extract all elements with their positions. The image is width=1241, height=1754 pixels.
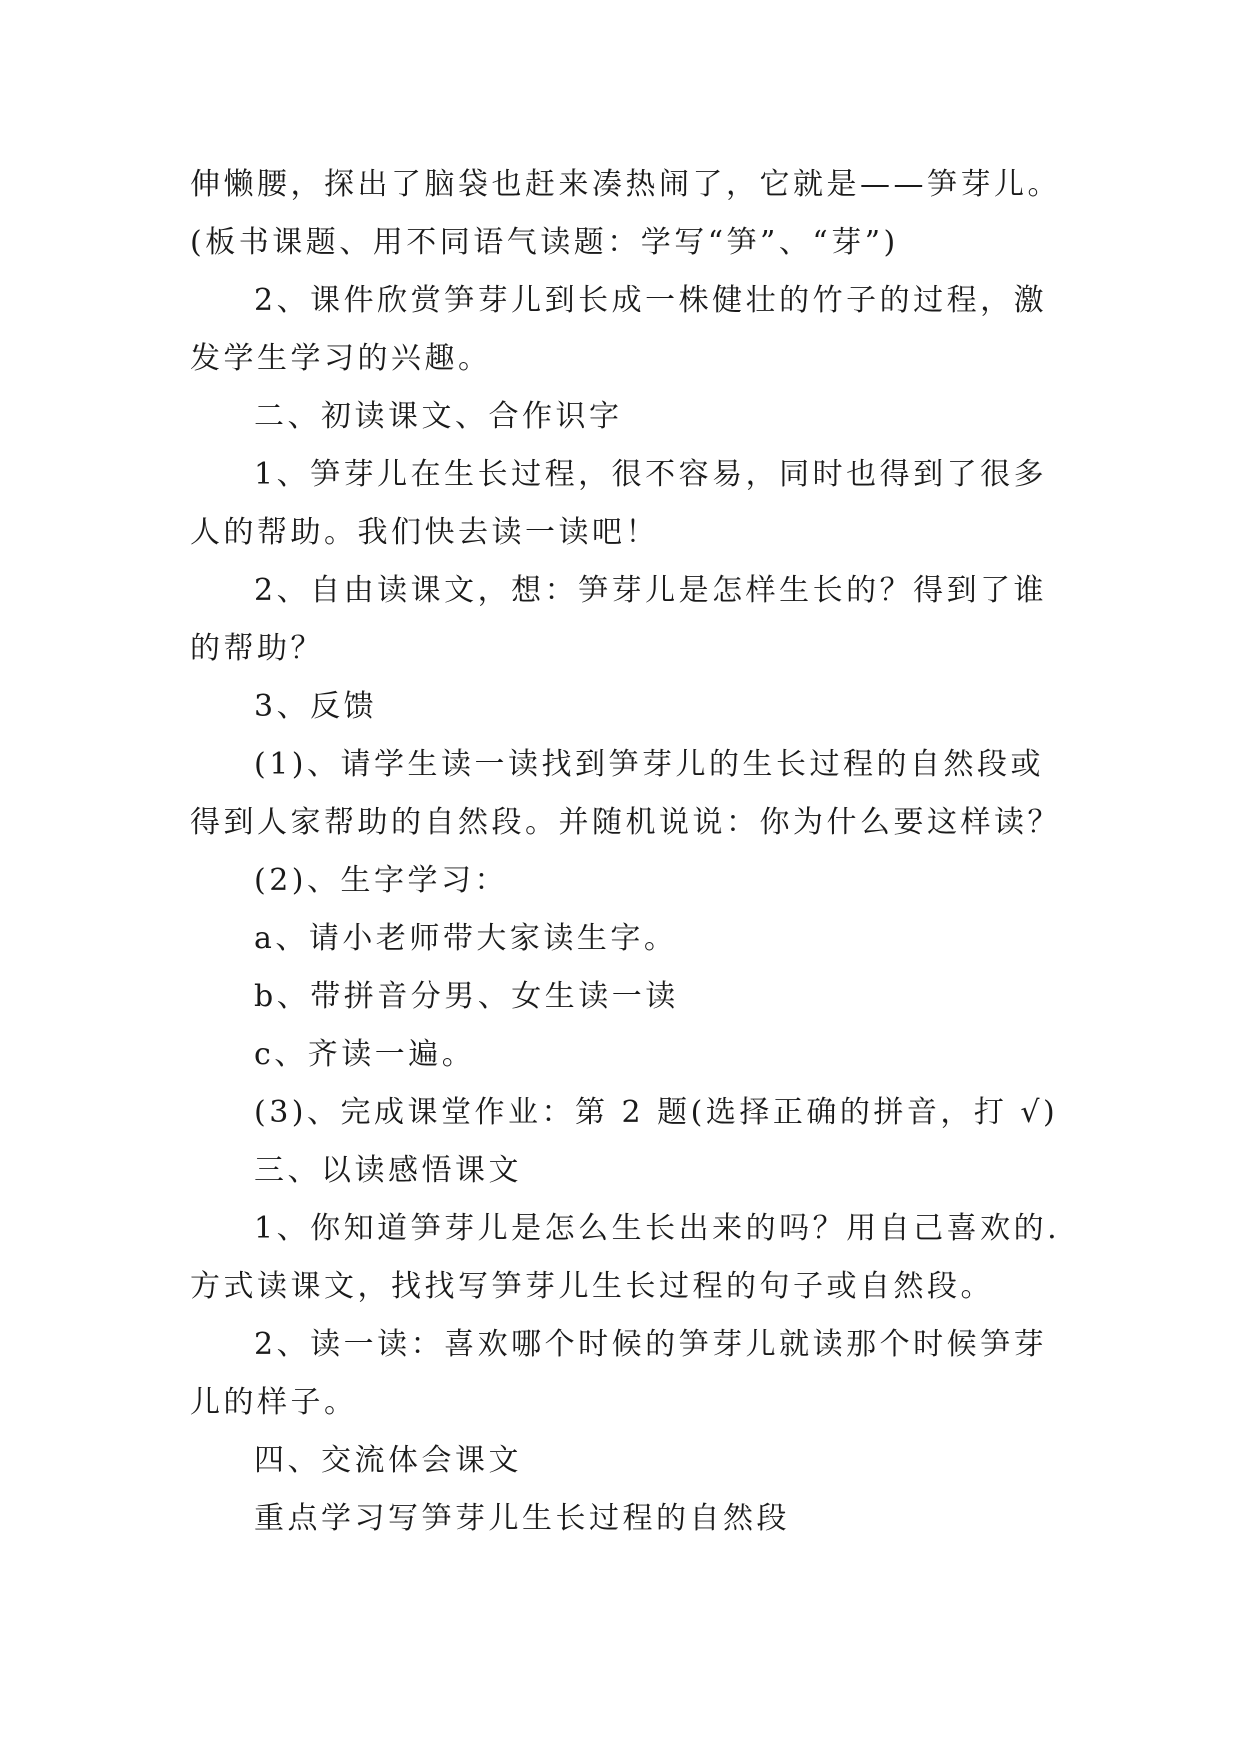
paragraph-line: 伸懒腰，探出了脑袋也赶来凑热闹了，它就是——笋芽儿。: [190, 167, 1061, 202]
paragraph-line: 1、笋芽儿在生长过程，很不容易，同时也得到了很多: [254, 457, 1048, 492]
paragraph-line: 2、读一读：喜欢哪个时候的笋芽儿就读那个时候笋芽: [254, 1327, 1048, 1362]
paragraph-line: 的帮助？: [190, 631, 324, 666]
section-heading: 三、以读感悟课文: [254, 1153, 522, 1188]
section-heading: 二、初读课文、合作识字: [254, 399, 623, 434]
paragraph-line: 1、你知道笋芽儿是怎么生长出来的吗？用自己喜欢的.: [254, 1211, 1061, 1246]
paragraph-line: 得到人家帮助的自然段。并随机说说：你为什么要这样读？: [190, 805, 1061, 840]
paragraph-line: 人的帮助。我们快去读一读吧！: [190, 515, 659, 550]
section-heading: 四、交流体会课文: [254, 1443, 522, 1478]
paragraph-line: 儿的样子。: [190, 1385, 358, 1420]
paragraph-line: c、齐读一遍。: [254, 1037, 476, 1072]
paragraph-line: a、请小老师带大家读生字。: [254, 921, 678, 956]
paragraph-line: (1)、请学生读一读找到笋芽儿的生长过程的自然段或: [254, 747, 1044, 782]
paragraph-line: b、带拼音分男、女生读一读: [254, 979, 679, 1014]
paragraph-line: 重点学习写笋芽儿生长过程的自然段: [254, 1501, 790, 1536]
paragraph-line: (3)、完成课堂作业：第 2 题(选择正确的拼音，打 √): [254, 1095, 1059, 1130]
paragraph-line: (板书课题、用不同语气读题：学写“笋”、“芽”): [190, 225, 899, 260]
paragraph-line: 发学生学习的兴趣。: [190, 341, 492, 376]
paragraph-line: 方式读课文，找找写笋芽儿生长过程的句子或自然段。: [190, 1269, 994, 1304]
paragraph-line: 2、自由读课文，想：笋芽儿是怎样生长的？得到了谁: [254, 573, 1048, 608]
paragraph-line: 3、反馈: [254, 689, 378, 724]
paragraph-line: (2)、生字学习：: [254, 863, 508, 898]
paragraph-line: 2、课件欣赏笋芽儿到长成一株健壮的竹子的过程，激: [254, 283, 1048, 318]
